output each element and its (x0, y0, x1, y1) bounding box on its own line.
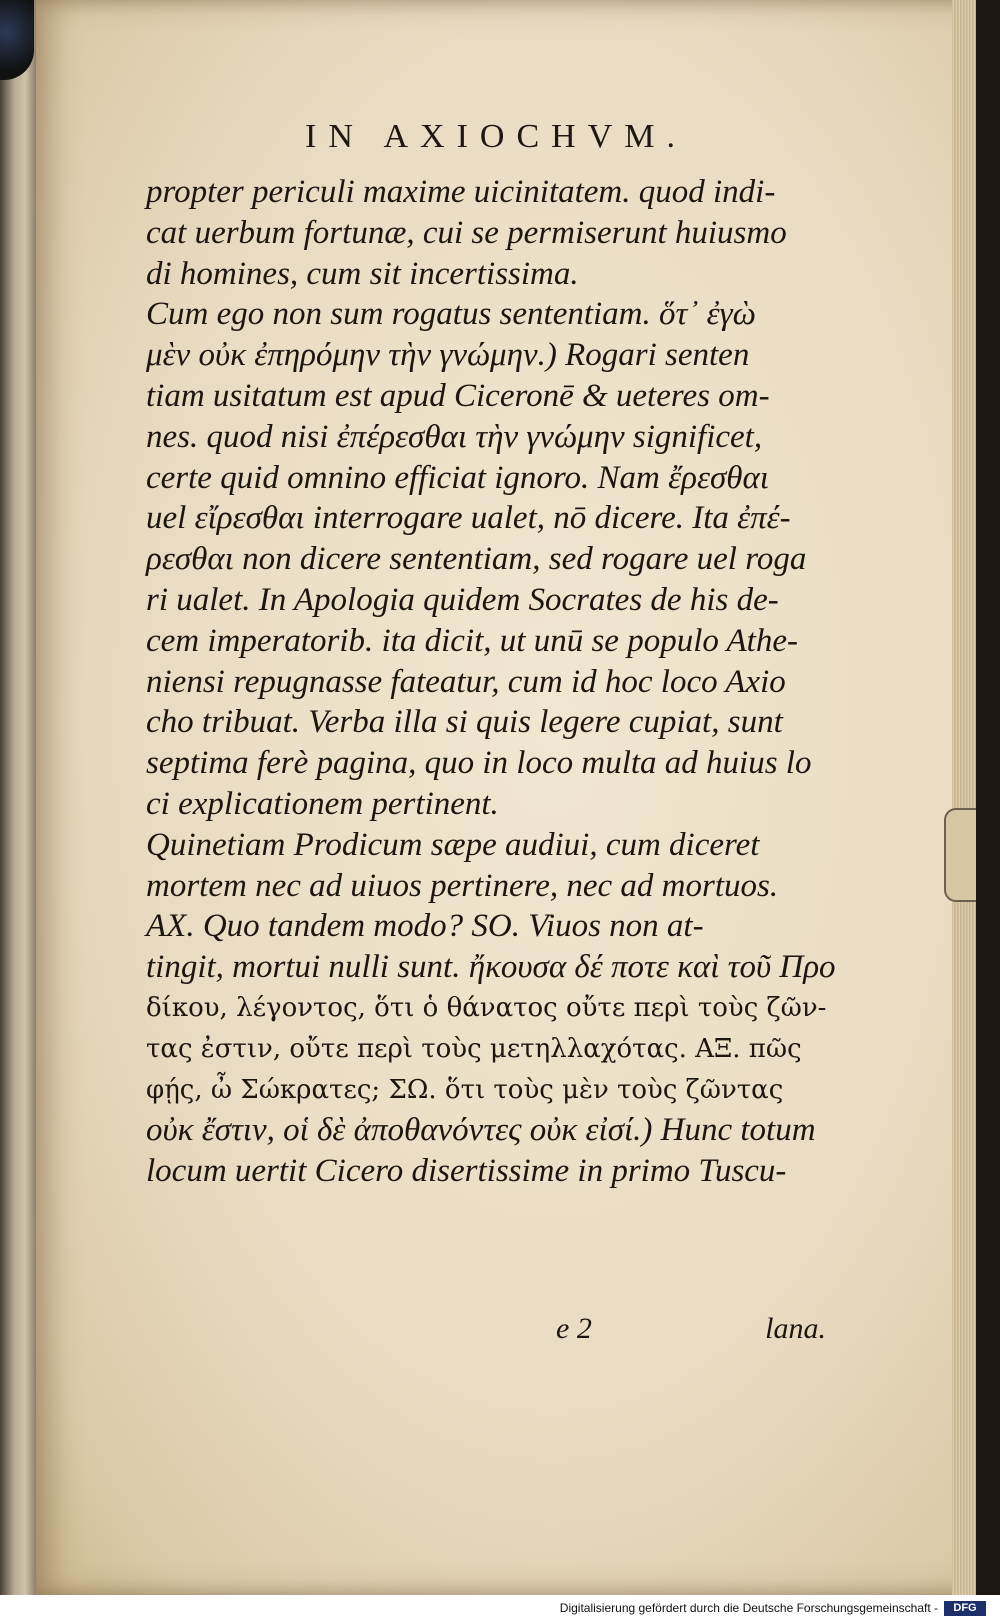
text-line: cat uerbum fortunæ, cui se permiserunt huiusmo (146, 214, 787, 251)
text-line: certe quid omnino efficiat ignoro. Nam ἔρεσθαι (146, 459, 769, 496)
text-line: οὐκ ἔστιν, οἱ δὲ ἀποθανόντες οὐκ εἰσί.) Hunc totum (146, 1112, 816, 1149)
text-line: cem imperatorib. ita dicit, ut unū se populo Athe- (146, 622, 798, 659)
facing-page-edge (0, 0, 36, 1622)
text-line: septima ferè pagina, quo in loco multa ad huius lo (146, 745, 812, 782)
text-line-greek: φῄς, ὦ Σώκρατες; ΣΩ. ὅτι τοὺς μὲν τοὺς ζῶντας (146, 1074, 784, 1105)
text-line: μὲν οὐκ ἐπηρόμην τὴν γνώμην.) Rogari senten (146, 337, 750, 374)
signature-mark: e 2 (556, 1312, 592, 1345)
text-line-greek: τας ἐστιν, οὔτε περὶ τοὺς μετηλλαχότας. ΑΞ. πῶς (146, 1033, 802, 1064)
text-line: cho tribuat. Verba illa si quis legere cupiat, sunt (146, 704, 783, 741)
binding-shadow (0, 0, 34, 80)
text-line-greek: δίκου, λέγοντος, ὅτι ὁ θάνατος οὔτε περὶ τοὺς ζῶν- (146, 992, 827, 1023)
text-line: AX. Quo tandem modo? SO. Viuos non at- (146, 908, 704, 945)
dfg-logo: DFG (944, 1601, 986, 1616)
text-line: ci explicationem pertinent. (146, 785, 499, 822)
text-line: Cum ego non sum rogatus sententiam. ὅτ᾽ ἐγὼ (146, 296, 756, 333)
text-line: uel εἴρεσθαι interrogare ualet, nō dicere. Ita ἐπέ- (146, 500, 791, 537)
page-tab-marker (944, 808, 976, 902)
text-line: Quinetiam Prodicum sæpe audiui, cum diceret (146, 826, 760, 863)
text-line: nes. quod nisi ἐπέρεσθαι τὴν γνώμην significet, (146, 418, 763, 455)
page-edges (952, 0, 976, 1595)
text-line: propter periculi maxime uicinitatem. quod indi- (146, 174, 776, 210)
text-line: mortem nec ad uiuos pertinere, nec ad mortuos. (146, 867, 779, 904)
text-line: tingit, mortui nulli sunt. ἤκουσα δέ ποτε καὶ τοῦ Προ (146, 949, 836, 986)
catchword: lana. (765, 1312, 826, 1345)
book-page (36, 0, 976, 1595)
text-line: tiam usitatum est apud Ciceronē & ueteres om- (146, 377, 770, 414)
text-line: niensi repugnasse fateatur, cum id hoc loco Axio (146, 663, 786, 700)
running-head: IN AXIOCHVM. (305, 118, 687, 155)
credit-bar (0, 1595, 1000, 1622)
text-line: ri ualet. In Apologia quidem Socrates de his de- (146, 581, 779, 618)
body-text (146, 172, 836, 1192)
page-footer (146, 1312, 826, 1352)
text-line: locum uertit Cicero disertissime in primo Tuscu- (146, 1153, 787, 1190)
text-line: di homines, cum sit incertissima. (146, 255, 579, 292)
funding-credit: Digitalisierung gefördert durch die Deutsche Forschungsgemeinschaft - (559, 1601, 938, 1615)
text-line: ρεσθαι non dicere sententiam, sed rogare uel roga (146, 541, 807, 578)
